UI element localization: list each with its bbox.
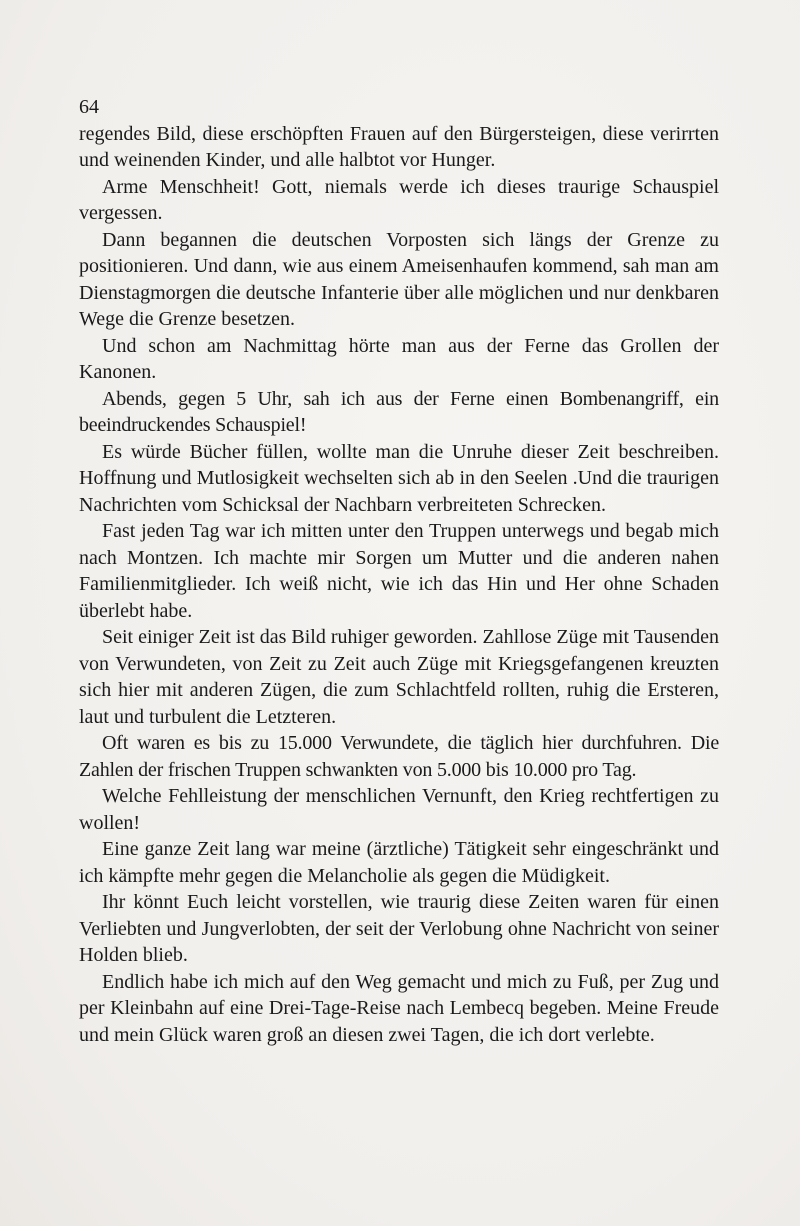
paragraph: regendes Bild, diese erschöpften Frauen auf den Bürgersteigen, diese verirrten und weinenden Kinder, und alle halbtot vor Hunger. (79, 122, 719, 171)
paragraph: Welche Fehlleistung der menschlichen Vernunft, den Krieg rechtfertigen zu wollen! (79, 785, 719, 834)
page-text (79, 94, 719, 1048)
paragraph: Und schon am Nachmittag hörte man aus der Ferne das Grollen der Kanonen. (79, 334, 719, 383)
page-number: 64 (79, 96, 99, 118)
paragraph: Seit einiger Zeit ist das Bild ruhiger geworden. Zahllose Züge mit Tausenden von Verwundeten, von Zeit zu Zeit auch Züge mit Kriegsgefangenen kreuzten sich hier mit anderen Zügen, die zum Schlachtfeld rollten, ruhig die Ersteren, laut und turbulent die Letzteren. (79, 626, 719, 728)
paragraph: Endlich habe ich mich auf den Weg gemacht und mich zu Fuß, per Zug und per Kleinbahn auf eine Drei-Tage-Reise nach Lembecq begeben. Meine Freude und mein Glück waren groß an diesen zwei Tagen, die ich dort verlebte. (79, 970, 719, 1046)
paragraph: Oft waren es bis zu 15.000 Verwundete, die täglich hier durchfuhren. Die Zahlen der frischen Truppen schwankten von 5.000 bis 10.000 pro Tag. (79, 732, 719, 781)
paragraph: Es würde Bücher füllen, wollte man die Unruhe dieser Zeit beschreiben. Hoffnung und Mutlosigkeit wechselten sich ab in den Seelen .Und die traurigen Nachrichten vom Schicksal der Nachbarn verbreiteten Schrecken. (79, 440, 719, 516)
paragraph: Abends, gegen 5 Uhr, sah ich aus der Ferne einen Bombenangriff, ein beeindruckendes Schauspiel! (79, 387, 719, 436)
paragraph: Eine ganze Zeit lang war meine (ärztliche) Tätigkeit sehr eingeschränkt und ich kämpfte mehr gegen die Melancholie als gegen die Müdigkeit. (79, 838, 719, 887)
paragraph: Arme Menschheit! Gott, niemals werde ich dieses traurige Schauspiel vergessen. (79, 175, 719, 224)
paragraph: Dann begannen die deutschen Vorposten sich längs der Grenze zu positionieren. Und dann, wie aus einem Ameisenhaufen kommend, sah man am Dienstagmorgen die deutsche Infanterie über alle möglichen und nur denkbaren Wege die Grenze besetzen. (79, 228, 719, 330)
paragraph: Ihr könnt Euch leicht vorstellen, wie traurig diese Zeiten waren für einen Verliebten und Jungverlobten, der seit der Verlobung ohne Nachricht von seiner Holden blieb. (79, 891, 719, 966)
paragraph: Fast jeden Tag war ich mitten unter den Truppen unterwegs und begab mich nach Montzen. Ich machte mir Sorgen um Mutter und die anderen nahen Familienmitglieder. Ich weiß nicht, wie ich das Hin und Her ohne Schaden überlebt habe. (79, 520, 719, 622)
